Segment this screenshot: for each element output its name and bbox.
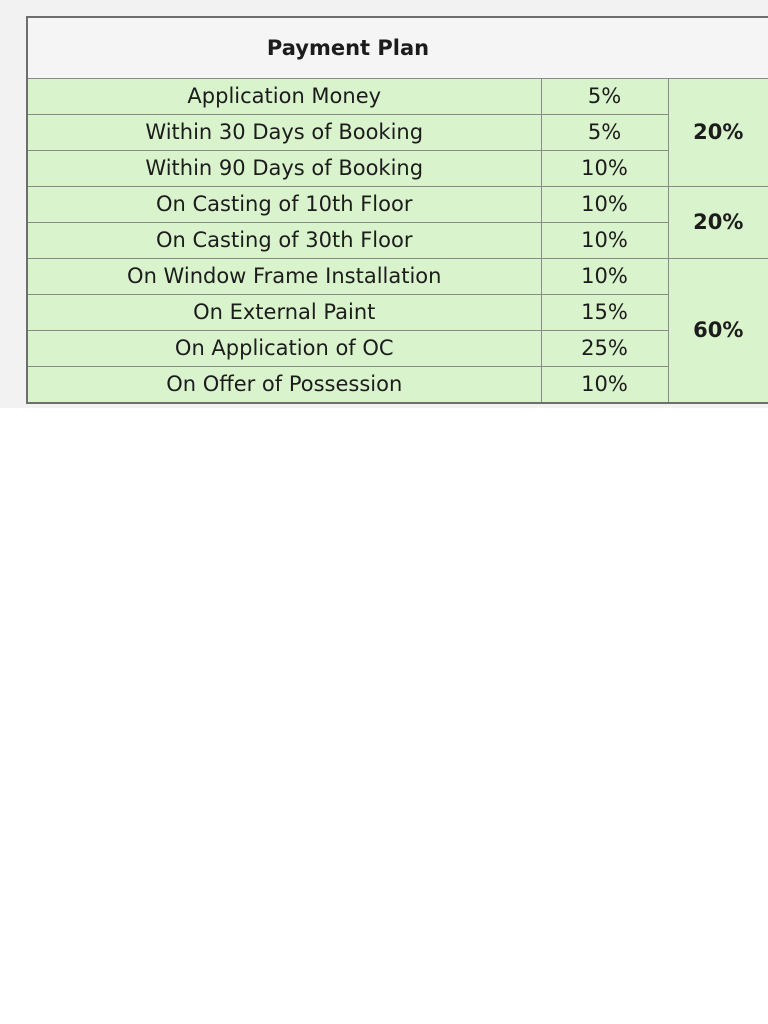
table-title: Payment Plan bbox=[27, 17, 668, 79]
table-header-row bbox=[27, 17, 768, 79]
percent-cell: 10% bbox=[541, 151, 668, 187]
payment-plan-image bbox=[0, 0, 768, 408]
header-filler-cell bbox=[668, 17, 768, 79]
percent-cell: 15% bbox=[541, 295, 668, 331]
percent-cell: 10% bbox=[541, 223, 668, 259]
table-row bbox=[27, 79, 768, 115]
table-row bbox=[27, 115, 768, 151]
group-total-cell: 20% bbox=[668, 187, 768, 259]
table-row bbox=[27, 187, 768, 223]
group-total-cell: 20% bbox=[668, 79, 768, 187]
stage-cell: Within 30 Days of Booking bbox=[27, 115, 541, 151]
table-row bbox=[27, 367, 768, 404]
percent-cell: 10% bbox=[541, 367, 668, 404]
table-row bbox=[27, 295, 768, 331]
table-row bbox=[27, 151, 768, 187]
table-row bbox=[27, 331, 768, 367]
group-total-cell: 60% bbox=[668, 259, 768, 404]
stage-cell: Within 90 Days of Booking bbox=[27, 151, 541, 187]
percent-cell: 5% bbox=[541, 79, 668, 115]
stage-cell: Application Money bbox=[27, 79, 541, 115]
stage-cell: On Casting of 10th Floor bbox=[27, 187, 541, 223]
percent-cell: 25% bbox=[541, 331, 668, 367]
table-row bbox=[27, 259, 768, 295]
percent-cell: 10% bbox=[541, 187, 668, 223]
stage-cell: On External Paint bbox=[27, 295, 541, 331]
stage-cell: On Window Frame Installation bbox=[27, 259, 541, 295]
stage-cell: On Application of OC bbox=[27, 331, 541, 367]
percent-cell: 10% bbox=[541, 259, 668, 295]
stage-cell: On Casting of 30th Floor bbox=[27, 223, 541, 259]
payment-plan-table bbox=[26, 16, 768, 404]
percent-cell: 5% bbox=[541, 115, 668, 151]
table-row bbox=[27, 223, 768, 259]
stage-cell: On Offer of Possession bbox=[27, 367, 541, 404]
